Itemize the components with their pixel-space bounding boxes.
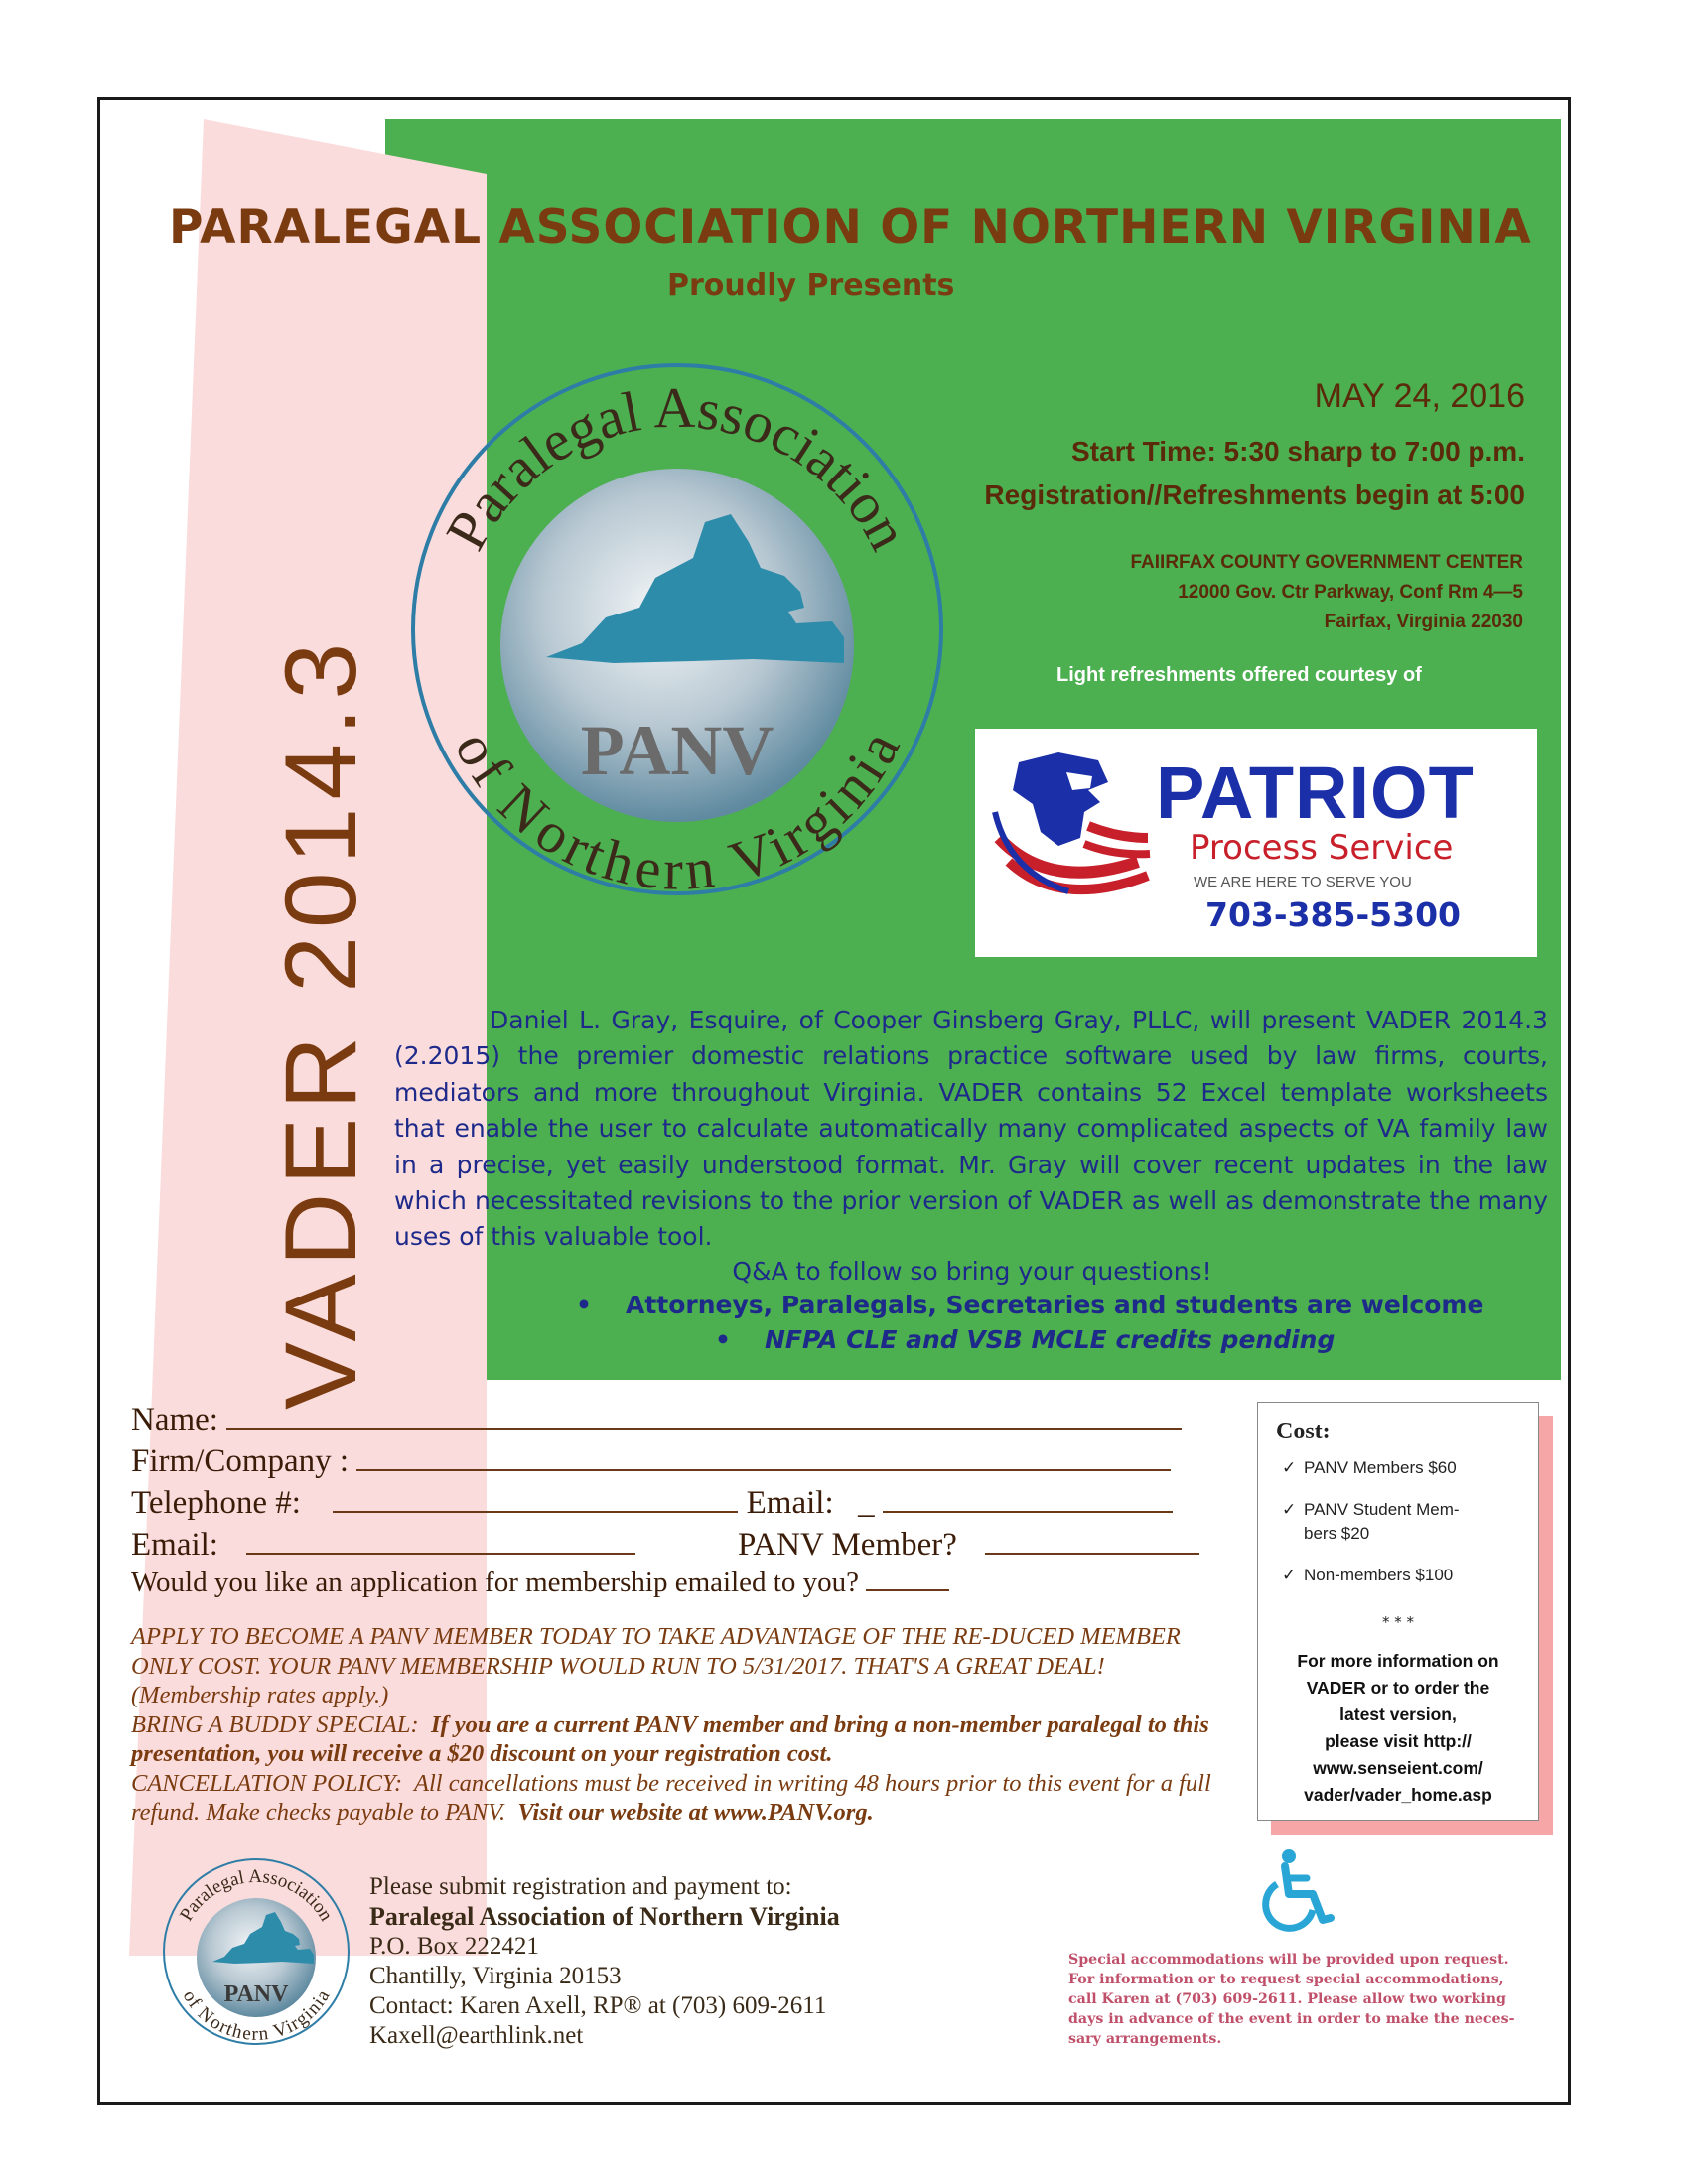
email-field-right[interactable] xyxy=(883,1483,1173,1513)
logo-top-text: Paralegal Association xyxy=(433,374,921,561)
email-label-right: Email: xyxy=(746,1485,834,1521)
sponsor-ad xyxy=(975,729,1537,957)
logo-bottom-text: of Northern Virginia xyxy=(442,721,913,902)
organization-title: PARALEGAL ASSOCIATION OF NORTHERN VIRGINIA xyxy=(169,201,1532,255)
panv-logo-large xyxy=(395,347,959,911)
venue-name: FAIIRFAX COUNTY GOVERNMENT CENTER xyxy=(1130,552,1523,573)
qa-line: Q&A to follow so bring your questions! xyxy=(732,1257,1212,1286)
name-field[interactable] xyxy=(226,1400,1182,1430)
bullet-audience: Attorneys, Paralegals, Secretaries and students are welcome xyxy=(626,1291,1484,1319)
event-details xyxy=(984,377,1525,517)
submit-contact: Contact: Karen Axell, RP® at (703) 609-2611 xyxy=(369,1992,827,2019)
sponsor-tagline: WE ARE HERE TO SERVE YOU xyxy=(1194,874,1412,890)
name-label: Name: xyxy=(131,1402,218,1437)
accessibility-note: Special accommodations will be provided upon request. For information or to request special accommodations, call Karen at (703) 609-2611. Please allow two working days in advance of the event in order to make the neces-sary arrangements. xyxy=(1068,1952,1515,2047)
submit-city: Chantilly, Virginia 20153 xyxy=(369,1963,622,1989)
telephone-field[interactable] xyxy=(333,1483,738,1513)
promo-apply: APPLY TO BECOME A PANV MEMBER TODAY TO TAKE ADVANTAGE OF THE RE-DUCED MEMBER ONLY COST. YOUR PANV MEMBERSHIP WOULD RUN TO 5/31/2017. THAT'S A GREAT DEAL! (Membership rates apply.) xyxy=(131,1623,1181,1708)
check-icon: ✓ xyxy=(1282,1500,1297,1519)
bullet-icon: • xyxy=(576,1291,592,1319)
sponsor-phone: 703-385-5300 xyxy=(1205,895,1462,934)
check-icon: ✓ xyxy=(1282,1458,1297,1477)
logo-center-text: PANV xyxy=(580,711,774,790)
check-icon: ✓ xyxy=(1282,1566,1297,1584)
logo-center-text: PANV xyxy=(223,1981,289,2007)
cost-separator: * * * xyxy=(1381,1613,1415,1631)
cost-box xyxy=(1257,1402,1539,1821)
event-description xyxy=(394,1003,1548,1256)
member-label: PANV Member? xyxy=(737,1527,957,1563)
submit-email[interactable]: Kaxell@earthlink.net xyxy=(369,2022,584,2049)
audience-bullets xyxy=(576,1291,1483,1360)
logo-top-text: Paralegal Association xyxy=(176,1865,337,1925)
submit-intro: Please submit registration and payment to: xyxy=(369,1873,792,1900)
bullet-credits: NFPA CLE and VSB MCLE credits pending xyxy=(765,1325,1336,1354)
patriot-eagle-icon xyxy=(989,743,1160,913)
buddy-text: If you are a current PANV member and bring a non-member paralegal to this presentation, you will receive a $20 discount on your registration cost. xyxy=(131,1710,1209,1767)
member-field[interactable] xyxy=(985,1525,1199,1555)
email-field[interactable] xyxy=(246,1525,635,1555)
cost-students-b: bers $20 xyxy=(1304,1524,1370,1543)
event-start-time: Start Time: 5:30 sharp to 7:00 p.m. xyxy=(1071,436,1525,467)
logo-bottom-text: of Northern Virginia xyxy=(178,1986,335,2045)
cancel-text: All cancellations must be received in writing 48 hours prior to this event for a full refund. Make checks payable to PANV. xyxy=(131,1769,1211,1826)
submit-info xyxy=(369,1872,840,2051)
venue-city: Fairfax, Virginia 22030 xyxy=(1324,612,1523,632)
cost-members: PANV Members $60 xyxy=(1304,1458,1457,1477)
description-body: Daniel L. Gray, Esquire, of Cooper Ginsberg Gray, PLLC, will present VADER 2014.3 (2.2015) the premier domestic relations practice software used by law firms, courts, mediators and more throughout Virginia. VADER contains 52 Excel template worksheets that enable the user to calculate automatically many complicated aspects of VA family law in a precise, yet easily understood format. Mr. Gray will cover recent updates in the law which necessitated revisions to the prior version of VADER as well as demonstrate the many uses of this valuable tool. xyxy=(394,1006,1548,1252)
event-title-vertical: VADER 2014.3 xyxy=(264,634,377,1410)
venue xyxy=(1130,548,1523,637)
venue-address: 12000 Gov. Ctr Parkway, Conf Rm 4—5 xyxy=(1178,582,1523,603)
bullet-icon: • xyxy=(715,1325,731,1354)
proudly-presents: Proudly Presents xyxy=(667,268,955,303)
application-field[interactable] xyxy=(866,1568,949,1591)
panv-logo-small xyxy=(159,1854,353,2049)
firm-label: Firm/Company : xyxy=(131,1443,350,1479)
cost-students-a: PANV Student Mem- xyxy=(1304,1500,1460,1519)
info-line: VADER or to order the xyxy=(1306,1678,1490,1698)
application-question: Would you like an application for membership emailed to you? xyxy=(131,1567,859,1598)
submit-box: P.O. Box 222421 xyxy=(369,1933,539,1960)
event-registration: Registration//Refreshments begin at 5:00 xyxy=(984,479,1525,510)
email-filler: _ xyxy=(858,1485,875,1521)
info-line: For more information on xyxy=(1297,1651,1499,1671)
firm-field[interactable] xyxy=(356,1441,1171,1471)
submit-org: Paralegal Association of Northern Virginia xyxy=(369,1902,840,1931)
sponsor-name: PATRIOT xyxy=(1156,751,1475,834)
telephone-label: Telephone #: xyxy=(131,1485,301,1521)
promo-text xyxy=(131,1622,1213,1828)
sponsor-subtitle: Process Service xyxy=(1190,828,1454,868)
event-date: MAY 24, 2016 xyxy=(1314,377,1525,415)
cancel-label: CANCELLATION POLICY: xyxy=(131,1769,403,1797)
info-link[interactable]: please visit http:// xyxy=(1325,1731,1472,1751)
cost-title: Cost: xyxy=(1276,1419,1331,1444)
wheelchair-icon xyxy=(1259,1848,1338,1934)
info-line: latest version, xyxy=(1339,1705,1457,1724)
cost-more-info xyxy=(1258,1648,1538,1809)
website-link[interactable]: Visit our website at www.PANV.org. xyxy=(517,1799,874,1826)
info-link[interactable]: vader/vader_home.asp xyxy=(1304,1785,1492,1805)
email-label: Email: xyxy=(131,1527,218,1563)
cost-nonmembers: Non-members $100 xyxy=(1304,1566,1454,1584)
courtesy-text: Light refreshments offered courtesy of xyxy=(1056,664,1422,686)
info-link[interactable]: www.senseient.com/ xyxy=(1313,1758,1483,1778)
buddy-label: BRING A BUDDY SPECIAL: xyxy=(131,1710,419,1738)
